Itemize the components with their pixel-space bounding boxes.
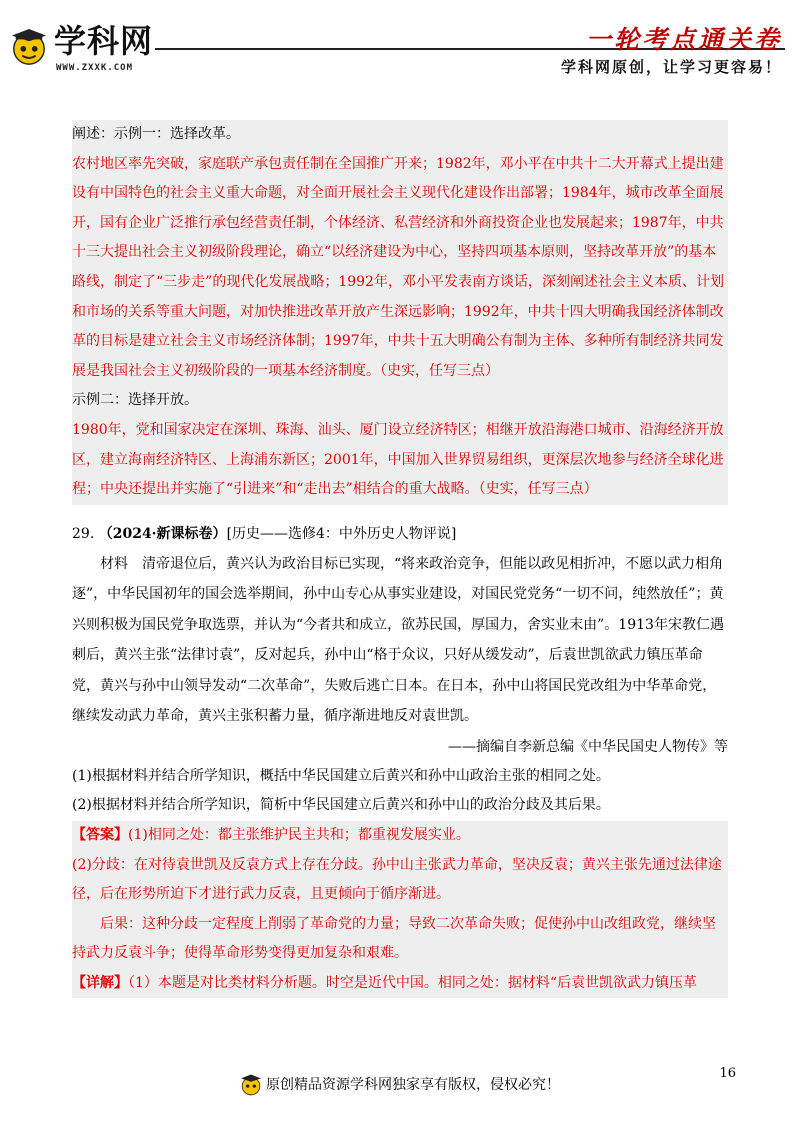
answer-intro: 阐述：示例一：选择改革。 xyxy=(72,126,240,142)
page-number: 16 xyxy=(719,1066,736,1081)
page-header xyxy=(0,0,800,90)
question-29 xyxy=(72,519,728,821)
answer-example2-text: 1980年，党和国家决定在深圳、珠海、汕头、厦门设立经济特区；相继开放沿海港口城市、沿海经济开放区，建立海南经济特区、上海浦东新区；2001年，中国加入世界贸易组织，更深层次地参与经济全球化进程；中央还提出并实施了“引进来”和“走出去”相结合的重大战略。（史实，任写三点） xyxy=(72,421,724,498)
logo-mascot-icon xyxy=(10,28,48,66)
material-source: ——摘编自李新总编《中华民国史人物传》等 xyxy=(448,738,728,755)
answer-part2-label: (2)分歧： xyxy=(72,856,134,873)
header-slogan: 学科网原创，让学习更容易！ xyxy=(560,58,782,76)
question-part2: (2)根据材料并结合所学知识，简析中华民国建立后黄兴和孙中山的政治分歧及其后果。 xyxy=(72,797,610,814)
answer-example1-text: 农村地区率先突破，家庭联产承包责任制在全国推广开来；1982年，邓小平在中共十二大开幕式上提出建设有中国特色的社会主义重大命题，对全面开展社会主义现代化建设作出部署；1984年，城市改革全面展开，国有企业广泛推行承包经营责任制，个体经济、私营经济和外商投资企业也发展起来；1987年，中共十三大提出社会主义初级阶段理论，确立“以经济建设为中心，坚持四项基本原则，坚持改革开放”的基本路线，制定了“三步走”的现代化发展战略；1992年，邓小平发表南方谈话，深刻阐述社会主义本质、计划和市场的关系等重大问题，对加快推进改革开放产生深远影响；1992年，中共十四大明确我国经济体制改革的目标是建立社会主义市场经济体制；1997年，中共十五大明确公有制为主体、多种所有制经济共同发展是我国社会主义初级阶段的一项基本经济制度。（史实，任写三点） xyxy=(72,155,724,379)
page-footer xyxy=(0,1074,800,1096)
answer-block xyxy=(72,821,728,999)
page-content xyxy=(72,120,728,998)
answer-part1: (1)相同之处：都主张维护民主共和；都重视发展实业。 xyxy=(128,826,470,843)
detail-text: （1）本题是对比类材料分析题。时空是近代中国。相同之处：据材料“后袁世凯欲武力镇压革 xyxy=(128,974,698,991)
question-topic: [历史——选修4：中外历史人物评说] xyxy=(226,525,457,542)
answer-tag: 【答案】 xyxy=(72,826,128,843)
answer-example2-heading: 示例二：选择开放。 xyxy=(72,392,198,409)
question-source-tag: （2024·新课标卷） xyxy=(98,525,227,542)
footer-copyright: 原创精品资源学科网独家享有版权，侵权必究！ xyxy=(266,1077,560,1093)
answer-consequence: 后果：这种分歧一定程度上削弱了革命党的力量；导致二次革命失败；促使孙中山改组政党，继续坚持武力反袁斗争；使得革命形势变得更加复杂和艰难。 xyxy=(72,915,716,962)
logo-url: WWW.ZXXK.COM xyxy=(56,63,134,73)
answer-part2: 在对待袁世凯及反袁方式上存在分歧。孙中山主张武力革命，坚决反袁；黄兴主张先通过法律途径，后在形势所迫下才进行武力反袁，且更倾向于循序渐进。 xyxy=(72,856,722,903)
footer-mascot-icon xyxy=(240,1074,262,1096)
detail-tag: 【详解】 xyxy=(72,974,128,991)
header-title: 一轮考点通关卷 xyxy=(585,25,782,54)
question-heading xyxy=(72,519,728,549)
question-number: 29. xyxy=(72,525,95,542)
question-part1: (1)根据材料并结合所学知识，概括中华民国建立后黄兴和孙中山政治主张的相同之处。 xyxy=(72,767,610,784)
logo-text: 学科网 xyxy=(54,22,154,60)
previous-answer-block xyxy=(72,120,728,505)
question-material: 材料 清帝退位后，黄兴认为政治目标已实现，“将来政治竞争，但能以政见相折冲，不愿以武力相角逐”，中华民国初年的国会选举期间，孙中山专心从事实业建设，对国民党党务“一切不问，纯然放任”；黄兴则积极为国民党争取选票，并认为“今者共和成立，欲苏民国，厚国力，舍实业末由”。1913年宋教仁遇刺后，黄兴主张“法律讨袁”，反对起兵，孙中山“格于众议，只好从缓发动”，后袁世凯欲武力镇压革命党，黄兴与孙中山领导发动“二次革命”，失败后逃亡日本。在日本，孙中山将国民党改组为中华革命党，继续发动武力革命，黄兴主张积蓄力量，循序渐进地反对袁世凯。 xyxy=(72,555,724,725)
